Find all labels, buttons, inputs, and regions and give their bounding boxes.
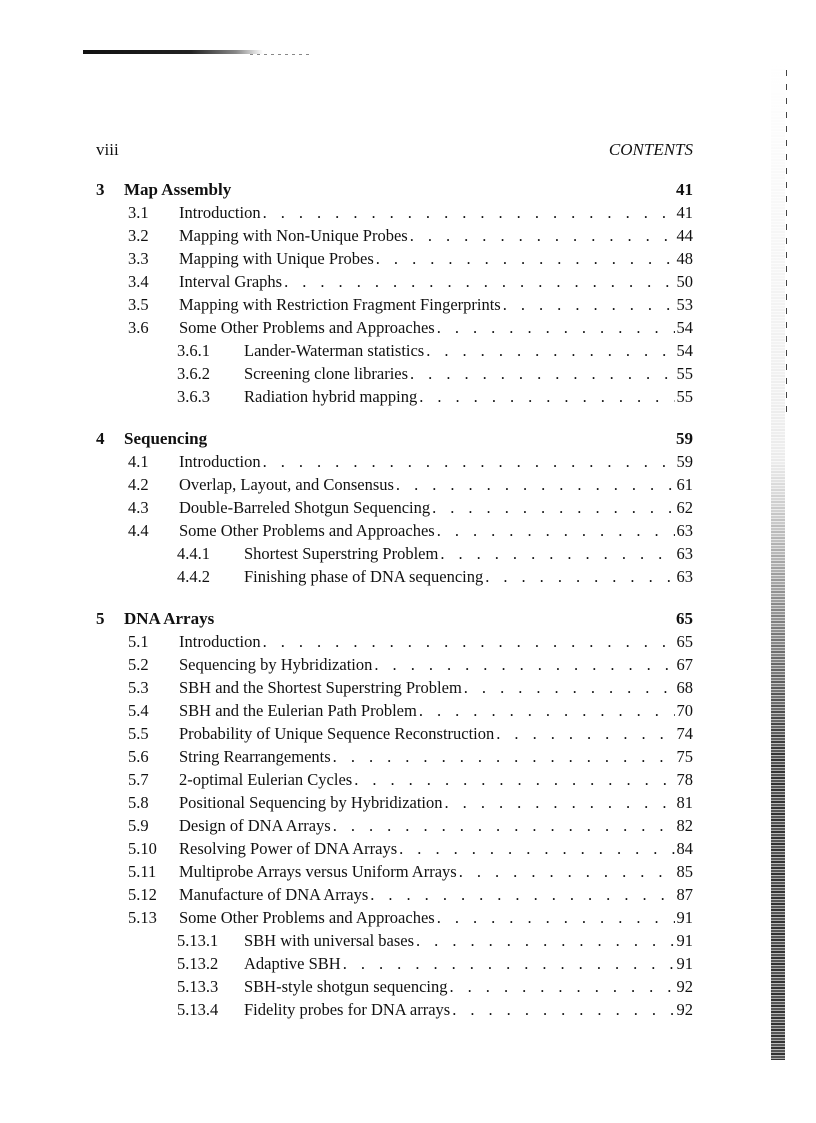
entry-number: 4.4.2 xyxy=(177,567,210,586)
entry-number: 3.2 xyxy=(128,226,149,245)
toc-chapter xyxy=(96,427,693,588)
dot-leader xyxy=(503,293,675,316)
entry-title: Mapping with Non-Unique Probes xyxy=(179,226,408,245)
dot-leader xyxy=(263,630,675,653)
entry-title: Mapping with Unique Probes xyxy=(179,249,374,268)
dot-leader xyxy=(437,906,675,929)
entry-number: 3.6.1 xyxy=(177,341,210,360)
entry-page: 44 xyxy=(676,226,693,245)
scan-artifact-top-dashes xyxy=(250,54,310,55)
toc-section-entry[interactable] xyxy=(96,270,693,293)
dot-leader xyxy=(284,270,674,293)
dot-leader xyxy=(464,676,675,699)
chapter-title: DNA Arrays xyxy=(124,609,215,628)
entry-page: 67 xyxy=(676,655,693,674)
chapter-number: 3 xyxy=(96,180,105,199)
toc-subsection-entry[interactable] xyxy=(96,998,693,1021)
entry-number: 5.13.2 xyxy=(177,954,219,973)
entry-page: 59 xyxy=(676,452,693,471)
entry-number: 3.4 xyxy=(128,272,149,291)
chapter-heading[interactable] xyxy=(96,427,693,450)
dot-leader xyxy=(459,860,675,883)
entry-number: 5.12 xyxy=(128,885,157,904)
entry-title: Fidelity probes for DNA arrays xyxy=(244,1000,451,1019)
toc-section-entry[interactable] xyxy=(96,473,693,496)
toc-section-entry[interactable] xyxy=(96,906,693,929)
entry-title: SBH and the Shortest Superstring Problem xyxy=(179,678,462,697)
entry-page: 63 xyxy=(676,521,693,540)
chapter-page: 41 xyxy=(676,180,693,199)
chapter-heading[interactable] xyxy=(96,178,693,201)
entry-title: Overlap, Layout, and Consensus xyxy=(179,475,394,494)
entry-page: 75 xyxy=(676,747,693,766)
toc-section-entry[interactable] xyxy=(96,316,693,339)
entry-number: 5.13.3 xyxy=(177,977,219,996)
entry-title: Introduction xyxy=(179,203,261,222)
entry-title: Positional Sequencing by Hybridization xyxy=(179,793,443,812)
toc-section-entry[interactable] xyxy=(96,293,693,316)
chapter-title: Map Assembly xyxy=(124,180,232,199)
toc-subsection-entry[interactable] xyxy=(96,952,693,975)
toc-chapter xyxy=(96,178,693,408)
entry-number: 5.2 xyxy=(128,655,149,674)
entry-title: Double-Barreled Shotgun Sequencing xyxy=(179,498,431,517)
dot-leader xyxy=(354,768,674,791)
scan-artifact-top xyxy=(83,50,263,54)
dot-leader xyxy=(396,473,675,496)
entry-page: 54 xyxy=(676,318,693,337)
dot-leader xyxy=(416,929,674,952)
entry-title: Introduction xyxy=(179,452,261,471)
entry-page: 63 xyxy=(676,544,693,563)
toc-section-entry[interactable] xyxy=(96,653,693,676)
entry-title: Manufacture of DNA Arrays xyxy=(179,885,369,904)
toc-subsection-entry[interactable] xyxy=(96,975,693,998)
dot-leader xyxy=(419,385,674,408)
dot-leader xyxy=(370,883,674,906)
entry-page: 48 xyxy=(676,249,693,268)
entry-number: 5.6 xyxy=(128,747,149,766)
toc-section-entry[interactable] xyxy=(96,450,693,473)
entry-title: Lander-Waterman statistics xyxy=(244,341,425,360)
entry-number: 3.6.2 xyxy=(177,364,210,383)
entry-page: 68 xyxy=(676,678,693,697)
entry-page: 41 xyxy=(676,203,693,222)
chapter-page: 59 xyxy=(676,429,693,448)
toc-section-entry[interactable] xyxy=(96,722,693,745)
running-title: CONTENTS xyxy=(608,140,693,159)
entry-page: 65 xyxy=(676,632,693,651)
toc-section-entry[interactable] xyxy=(96,837,693,860)
toc-subsection-entry[interactable] xyxy=(96,929,693,952)
entry-page: 84 xyxy=(676,839,693,858)
toc-section-entry[interactable] xyxy=(96,745,693,768)
entry-title: Multiprobe Arrays versus Uniform Arrays xyxy=(179,862,457,881)
toc-section-entry[interactable] xyxy=(96,791,693,814)
entry-title: Radiation hybrid mapping xyxy=(244,387,418,406)
entry-page: 85 xyxy=(676,862,693,881)
chapter-number: 4 xyxy=(96,429,105,448)
chapter-page: 65 xyxy=(676,609,693,628)
page-number: viii xyxy=(96,140,119,159)
dot-leader xyxy=(485,565,674,588)
entry-page: 61 xyxy=(676,475,693,494)
dot-leader xyxy=(410,224,675,247)
entry-number: 4.1 xyxy=(128,452,149,471)
entry-page: 91 xyxy=(676,931,693,950)
entry-title: Shortest Superstring Problem xyxy=(244,544,439,563)
entry-title: SBH and the Eulerian Path Problem xyxy=(179,701,417,720)
dot-leader xyxy=(399,837,674,860)
entry-number: 3.1 xyxy=(128,203,149,222)
entry-page: 54 xyxy=(676,341,693,360)
entry-title: 2-optimal Eulerian Cycles xyxy=(179,770,353,789)
toc-section-entry[interactable] xyxy=(96,699,693,722)
entry-title: String Rearrangements xyxy=(179,747,331,766)
toc-chapter xyxy=(96,607,693,1021)
dot-leader xyxy=(452,998,674,1021)
entry-title: Resolving Power of DNA Arrays xyxy=(179,839,398,858)
chapter-number: 5 xyxy=(96,609,105,628)
dot-leader xyxy=(432,496,674,519)
entry-number: 5.4 xyxy=(128,701,149,720)
toc-section-entry[interactable] xyxy=(96,883,693,906)
entry-page: 50 xyxy=(676,272,693,291)
entry-page: 91 xyxy=(676,954,693,973)
dot-leader xyxy=(343,952,675,975)
dot-leader xyxy=(374,653,674,676)
entry-number: 5.11 xyxy=(128,862,157,881)
dot-leader xyxy=(440,542,674,565)
entry-title: Screening clone libraries xyxy=(244,364,409,383)
dot-leader xyxy=(410,362,674,385)
dot-leader xyxy=(437,316,675,339)
entry-page: 70 xyxy=(676,701,693,720)
entry-title: Adaptive SBH xyxy=(244,954,341,973)
dot-leader xyxy=(376,247,675,270)
entry-title: Sequencing by Hybridization xyxy=(179,655,373,674)
dot-leader xyxy=(263,450,675,473)
toc-section-entry[interactable] xyxy=(96,860,693,883)
dot-leader xyxy=(263,201,675,224)
dot-leader xyxy=(450,975,675,998)
entry-page: 63 xyxy=(676,567,693,586)
entry-page: 78 xyxy=(676,770,693,789)
scan-artifact-edge-line xyxy=(786,70,787,420)
entry-number: 5.8 xyxy=(128,793,149,812)
entry-number: 4.3 xyxy=(128,498,149,517)
toc-subsection-entry[interactable] xyxy=(96,385,693,408)
toc-section-entry[interactable] xyxy=(96,496,693,519)
entry-number: 3.6 xyxy=(128,318,149,337)
dot-leader xyxy=(496,722,674,745)
toc-subsection-entry[interactable] xyxy=(96,565,693,588)
entry-page: 62 xyxy=(676,498,693,517)
entry-title: Some Other Problems and Approaches xyxy=(179,521,435,540)
entry-title: Mapping with Restriction Fragment Fingerprints xyxy=(179,295,501,314)
dot-leader xyxy=(445,791,675,814)
entry-number: 4.2 xyxy=(128,475,149,494)
entry-page: 87 xyxy=(676,885,693,904)
toc-section-entry[interactable] xyxy=(96,201,693,224)
toc-subsection-entry[interactable] xyxy=(96,362,693,385)
entry-number: 5.13 xyxy=(128,908,157,927)
entry-title: Some Other Problems and Approaches xyxy=(179,318,435,337)
entry-page: 82 xyxy=(676,816,693,835)
dot-leader xyxy=(426,339,674,362)
running-head xyxy=(96,140,693,162)
scan-artifact-page-edge xyxy=(771,60,785,1060)
entry-number: 3.3 xyxy=(128,249,149,268)
entry-page: 53 xyxy=(676,295,693,314)
toc-subsection-entry[interactable] xyxy=(96,542,693,565)
entry-title: Design of DNA Arrays xyxy=(179,816,331,835)
entry-title: Interval Graphs xyxy=(179,272,283,291)
entry-page: 55 xyxy=(676,364,693,383)
dot-leader xyxy=(333,745,675,768)
entry-page: 91 xyxy=(676,908,693,927)
entry-number: 5.1 xyxy=(128,632,149,651)
entry-page: 55 xyxy=(676,387,693,406)
entry-number: 3.5 xyxy=(128,295,149,314)
entry-page: 92 xyxy=(676,1000,693,1019)
entry-title: Some Other Problems and Approaches xyxy=(179,908,435,927)
entry-title: Introduction xyxy=(179,632,261,651)
toc-section-entry[interactable] xyxy=(96,630,693,653)
toc-section-entry[interactable] xyxy=(96,676,693,699)
entry-page: 74 xyxy=(676,724,693,743)
toc-section-entry[interactable] xyxy=(96,224,693,247)
toc-section-entry[interactable] xyxy=(96,814,693,837)
chapter-title: Sequencing xyxy=(124,429,208,448)
entry-number: 5.5 xyxy=(128,724,149,743)
entry-number: 3.6.3 xyxy=(177,387,210,406)
entry-title: Probability of Unique Sequence Reconstruction xyxy=(179,724,495,743)
dot-leader xyxy=(333,814,675,837)
entry-number: 5.13.4 xyxy=(177,1000,219,1019)
entry-number: 5.3 xyxy=(128,678,149,697)
entry-page: 81 xyxy=(676,793,693,812)
entry-title: SBH with universal bases xyxy=(244,931,415,950)
entry-number: 5.9 xyxy=(128,816,149,835)
dot-leader xyxy=(437,519,675,542)
table-of-contents xyxy=(96,178,693,1040)
toc-section-entry[interactable] xyxy=(96,768,693,791)
entry-title: Finishing phase of DNA sequencing xyxy=(244,567,484,586)
entry-number: 4.4 xyxy=(128,521,149,540)
toc-section-entry[interactable] xyxy=(96,247,693,270)
chapter-heading[interactable] xyxy=(96,607,693,630)
entry-number: 5.13.1 xyxy=(177,931,219,950)
entry-page: 92 xyxy=(676,977,693,996)
toc-section-entry[interactable] xyxy=(96,519,693,542)
entry-number: 5.7 xyxy=(128,770,149,789)
entry-number: 5.10 xyxy=(128,839,157,858)
entry-number: 4.4.1 xyxy=(177,544,210,563)
entry-title: SBH-style shotgun sequencing xyxy=(244,977,448,996)
toc-subsection-entry[interactable] xyxy=(96,339,693,362)
dot-leader xyxy=(419,699,675,722)
